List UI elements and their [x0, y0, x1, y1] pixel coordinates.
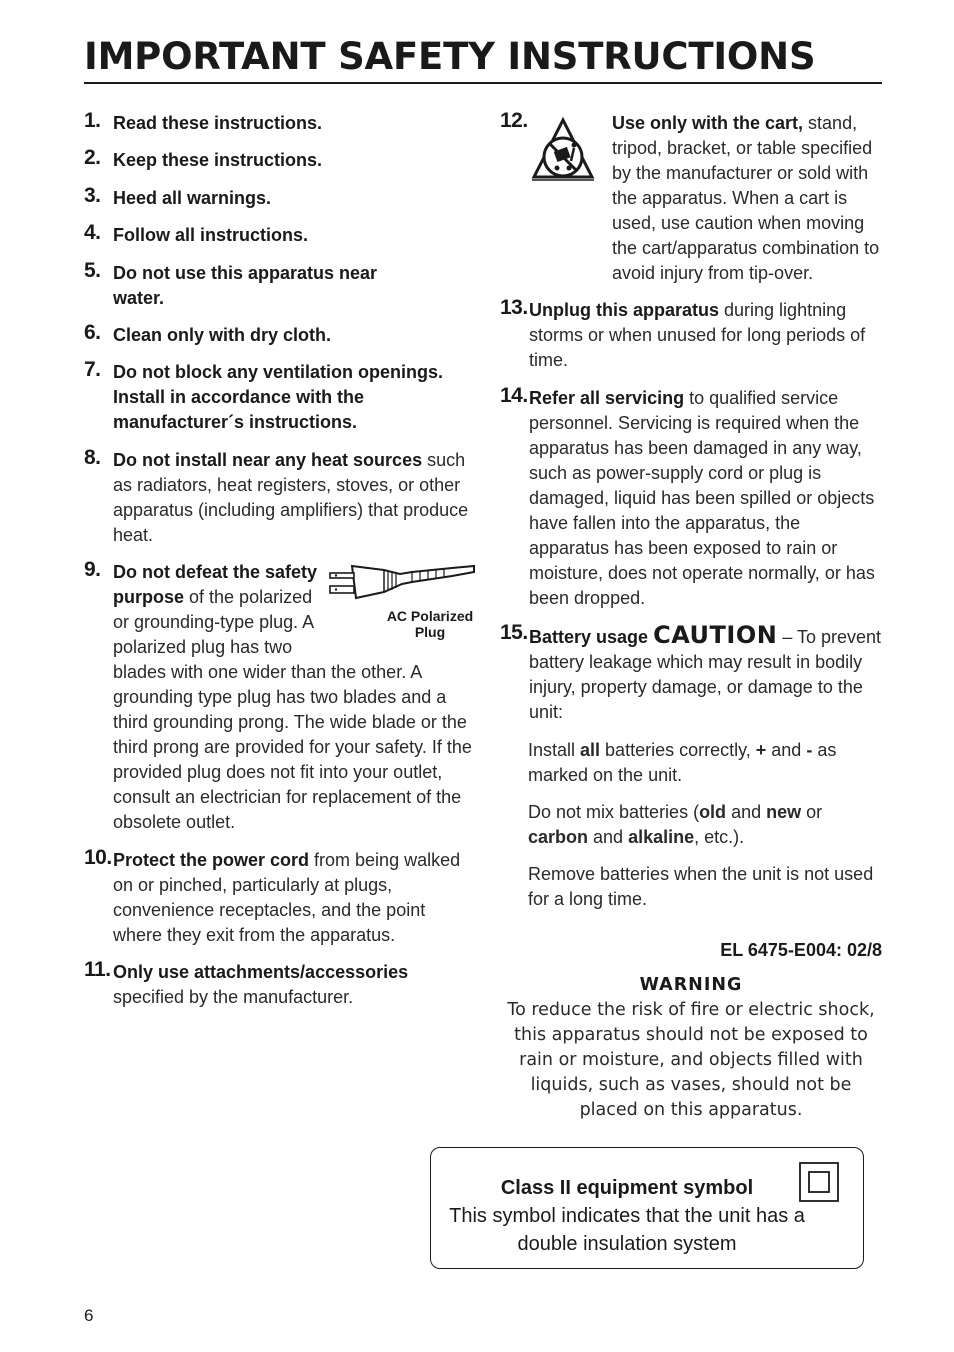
battery-instruction	[528, 800, 882, 850]
text-fragment: +	[755, 739, 767, 760]
item-number: 2.	[84, 146, 101, 170]
item-text: Read these instructions.	[113, 113, 323, 133]
item-number: 5.	[84, 258, 101, 282]
text-fragment: alkaline	[628, 826, 695, 847]
item-bold-text: Protect the power cord	[113, 849, 310, 870]
class-ii-text-block	[431, 1174, 823, 1258]
instruction-item	[84, 957, 474, 1010]
item-number: 15.	[500, 621, 528, 645]
item-number: 8.	[84, 445, 101, 469]
text-fragment: all	[580, 739, 601, 760]
item-text: during lightning storms or when unused for long periods of time.	[529, 300, 866, 371]
item-text: Follow all instructions.	[113, 225, 309, 246]
item-text: – To prevent battery leakage which may result in bodily injury, property damage, or damage to the unit:	[529, 627, 882, 723]
instruction-item	[84, 258, 474, 311]
instruction-item	[84, 320, 474, 348]
instruction-item	[500, 623, 882, 725]
text-fragment: , etc.).	[694, 826, 745, 847]
text-fragment: -	[806, 739, 813, 760]
text-fragment: Do not mix batteries (	[528, 801, 700, 822]
item-text: Heed all warnings.	[113, 187, 272, 208]
instruction-item	[500, 298, 882, 373]
item-number: 3.	[84, 183, 101, 207]
text-fragment: and	[588, 826, 629, 847]
item-bold-text: Battery usage	[529, 627, 649, 648]
ac-polarized-plug-icon	[322, 560, 480, 610]
battery-instruction: Remove batteries when the unit is not used for a long time.	[528, 864, 874, 910]
item-bold-text: Refer all servicing	[529, 387, 685, 408]
plug-figure	[322, 560, 480, 644]
instruction-item	[84, 148, 474, 173]
warning-text: To reduce the risk of fire or electric shock, this apparatus should not be exposed to rain or moisture, and objects filled with liquids, such as vases, should not be placed on this apparatus.	[507, 1000, 875, 1120]
cart-warning-icon	[530, 117, 596, 183]
instruction-item	[84, 445, 474, 548]
item-number: 9.	[84, 558, 101, 582]
text-fragment: as marked on the unit.	[528, 739, 837, 785]
item-bold-text: Do not defeat the safety purpose	[113, 562, 318, 608]
instruction-item	[84, 183, 474, 211]
item-text: Do not use this apparatus near water.	[113, 262, 378, 308]
instruction-item	[84, 560, 474, 835]
text-fragment: and	[726, 801, 767, 822]
item-number: 1.	[84, 109, 101, 132]
item-number: 13.	[500, 296, 528, 320]
page-number: 6	[84, 1306, 94, 1325]
item-number: 7.	[84, 358, 101, 382]
instruction-item	[84, 845, 474, 948]
warning-title: WARNING	[639, 975, 743, 995]
class-ii-box	[430, 1147, 864, 1269]
item-text: Clean only with dry cloth.	[113, 324, 332, 345]
text-fragment: new	[766, 801, 802, 822]
right-column	[500, 111, 882, 963]
text-fragment: carbon	[528, 826, 589, 847]
item-number: 11.	[84, 957, 111, 981]
item-text: Keep these instructions.	[113, 150, 323, 171]
text-fragment: or	[801, 801, 823, 822]
instruction-item	[84, 111, 474, 136]
item-number: 6.	[84, 320, 101, 344]
item-text: from being walked on or pinched, particularly at plugs, convenience receptacles, and the point where they exit from the apparatus.	[113, 849, 461, 945]
item-text: Do not block any ventilation openings. Install in accordance with the manufacturer´s instructions.	[113, 362, 444, 433]
instruction-item	[84, 223, 474, 248]
item-text: stand, tripod, bracket, or table specified by the manufacturer or sold with the apparatus. When a cart is used, use caution when moving the cart/apparatus combination to avoid injury from tip-over.	[612, 113, 880, 283]
item-number: 14.	[500, 383, 528, 407]
class-ii-description: This symbol indicates that the unit has a double insulation system	[449, 1205, 805, 1255]
item-number: 10.	[84, 845, 112, 869]
plug-label: AC Polarized Plug	[386, 608, 474, 641]
item-bold-text: Do not install near any heat sources	[113, 449, 423, 470]
class-ii-title: Class II equipment symbol	[500, 1177, 754, 1199]
class-ii-square-icon	[799, 1162, 839, 1202]
battery-instruction	[528, 738, 882, 788]
warning-block	[500, 973, 882, 1123]
item-bold-text: Unplug this apparatus	[529, 300, 720, 321]
instruction-item	[500, 383, 882, 611]
text-fragment: old	[699, 801, 727, 822]
left-column	[84, 111, 474, 1022]
document-code: EL 6475-E004: 02/8	[720, 940, 882, 961]
text-fragment: batteries correctly,	[600, 739, 756, 760]
instruction-item	[84, 360, 474, 435]
text-fragment: Install	[528, 739, 581, 760]
item-text: specified by the manufacturer.	[113, 986, 354, 1007]
item-text: to qualified service personnel. Servicing is required when the apparatus has been damaged in any way, such as power-supply cord or plug is damaged, liquid has been spilled or objects have fallen into the apparatus, the apparatus has been exposed to rain or moisture, does not operate normally, or has been dropped.	[529, 387, 875, 608]
page-title: IMPORTANT SAFETY INSTRUCTIONS	[84, 36, 882, 84]
item-number: 4.	[84, 221, 101, 245]
item-bold-text: Use only with the cart,	[612, 113, 804, 133]
caution-label: CAUTION	[653, 621, 778, 650]
instruction-item	[500, 111, 882, 286]
item-text: of the polarized or grounding-type plug. A polarized plug has two blades with one wider than the other. A grounding type plug has two blades and a third grounding prong. The wide blade or the third prong are provided for your safety. If the provided plug does not fit into your outlet, consult an electrician for replacement of the obsolete outlet.	[113, 587, 472, 833]
item-bold-text: Only use attachments/accessories	[113, 961, 409, 982]
item-text: such as radiators, heat registers, stoves, or other apparatus (including amplifiers) that produce heat.	[113, 449, 469, 545]
item-number: 12.	[500, 109, 528, 132]
text-fragment: and	[766, 739, 807, 760]
